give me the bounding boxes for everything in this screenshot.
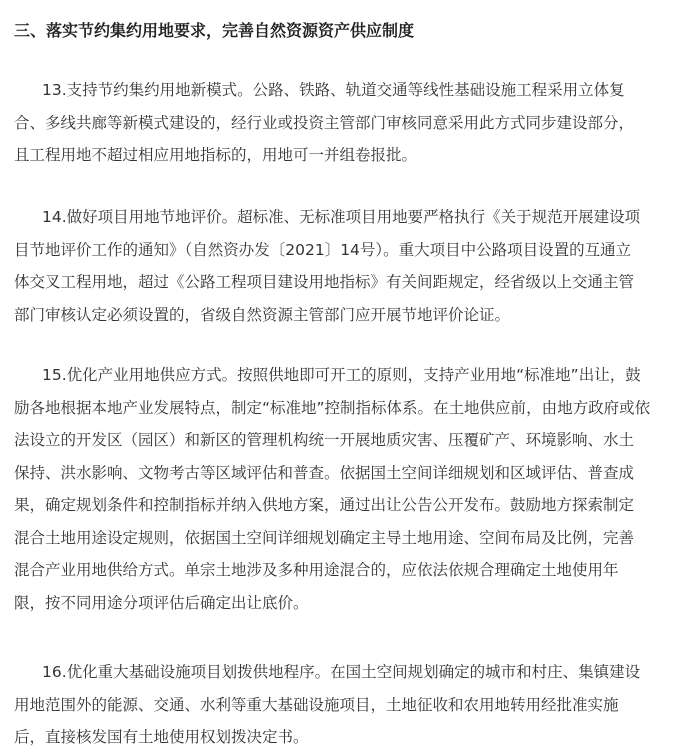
paragraph-16 (14, 656, 690, 754)
paragraph-line: 16.优化重大基础设施项目划拨供地程序。在国土空间规划确定的城市和村庄、集镇建设 (42, 663, 641, 681)
paragraph-line: 目节地评价工作的通知》（自然资办发〔2021〕14号）。重大项目中公路项目设置的互通立 (14, 240, 632, 259)
section-heading: 三、落实节约集约用地要求，完善自然资源资产供应制度 (14, 21, 415, 40)
paragraph-line: 用地范围外的能源、交通、水利等重大基础设施项目，土地征收和农用地转用经批准实施 (14, 695, 619, 714)
paragraph-line: 限，按不同用途分项评估后确定出让底价。 (14, 593, 309, 612)
paragraph-line: 合、多线共廊等新模式建设的，经行业或投资主管部门审核同意采用此方式同步建设部分， (14, 113, 635, 132)
paragraph-line: 果，确定规划条件和控制指标并纳入供地方案，通过出让公告公开发布。鼓励地方探索制定 (14, 496, 635, 514)
paragraph-line: 混合土地用途设定规则，依据国土空间详细规划确定主导土地用途、空间布局及比例，完善 (14, 528, 635, 547)
paragraph-line: 励各地根据本地产业发展特点，制定“标准地”控制指标体系。在土地供应前，由地方政府或依 (14, 398, 651, 417)
paragraph-line: 13.支持节约集约用地新模式。公路、铁路、轨道交通等线性基础设施工程采用立体复 (42, 81, 625, 99)
paragraph-line: 后，直接核发国有土地使用权划拨决定书。 (14, 728, 309, 746)
paragraph-13 (14, 74, 690, 172)
paragraph-line: 且工程用地不超过相应用地指标的，用地可一并组卷报批。 (14, 146, 418, 164)
paragraph-15 (14, 359, 690, 619)
paragraph-14 (14, 201, 690, 331)
paragraph-line: 混合产业用地供给方式。单宗土地涉及多种用途混合的，应依法依规合理确定土地使用年 (14, 561, 619, 579)
paragraph-line: 法设立的开发区（园区）和新区的管理机构统一开展地质灾害、压覆矿产、环境影响、水土 (14, 431, 635, 449)
paragraph-line: 保持、洪水影响、文物考古等区域评估和普查。依据国土空间详细规划和区域评估、普查成 (14, 463, 635, 482)
paragraph-line: 14.做好项目用地节地评价。超标准、无标准项目用地要严格执行《关于规范开展建设项 (42, 208, 641, 226)
paragraph-line: 15.优化产业用地供应方式。按照供地即可开工的原则，支持产业用地“标准地”出让，鼓 (42, 366, 641, 384)
paragraph-line: 部门审核认定必须设置的，省级自然资源主管部门应开展节地评价论证。 (14, 305, 511, 324)
paragraph-line: 体交叉工程用地，超过《公路工程项目建设用地指标》有关间距规定，经省级以上交通主管 (14, 273, 635, 291)
